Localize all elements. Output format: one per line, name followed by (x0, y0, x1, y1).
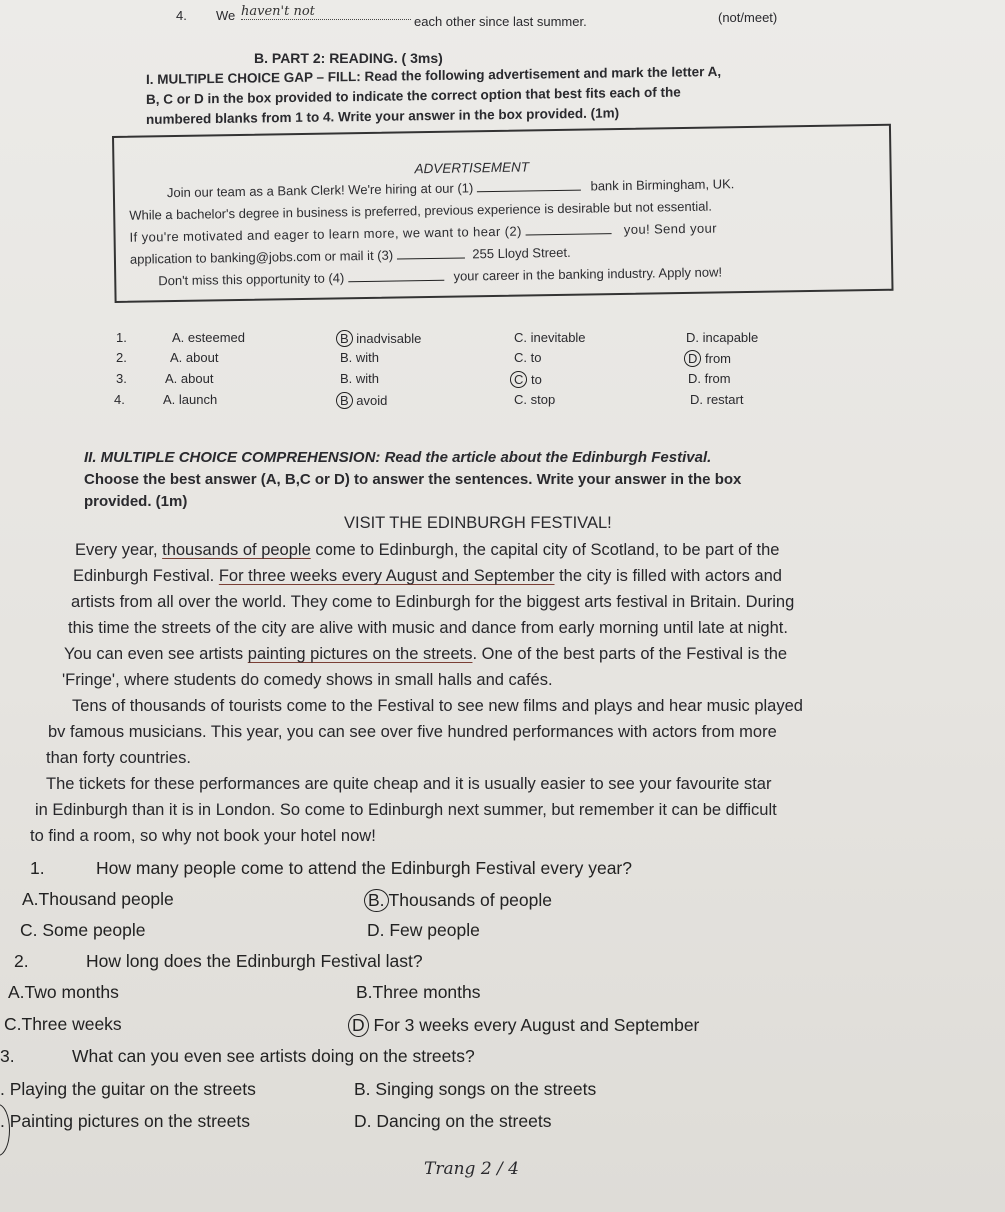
option-b-selected[interactable] (340, 392, 387, 409)
question-1-option-c[interactable]: C. Some people (20, 920, 146, 940)
article-text: Every year, (75, 541, 163, 559)
question-3-number: 3. (0, 1046, 15, 1066)
option-text: inadvisable (356, 331, 422, 346)
option-text: avoid (356, 393, 388, 408)
article-text: come to Edinburgh, the capital city of Scotland, to be part of the (310, 541, 780, 559)
question-1-option-a[interactable]: A.Thousand people (22, 889, 174, 909)
question-3-option-c-selected[interactable]: . Painting pictures on the streets (0, 1111, 250, 1131)
instruction-line: B, C or D in the box provided to indicate the correct option that best fits each of the (146, 84, 681, 107)
option-c[interactable]: C. stop (514, 392, 556, 407)
article-text: You can even see artists (64, 645, 248, 663)
option-row-2 (0, 350, 1005, 368)
blank-4[interactable] (348, 280, 444, 283)
option-row-4 (0, 392, 1005, 410)
option-d[interactable]: D. restart (690, 392, 744, 407)
blank-3[interactable] (397, 257, 465, 259)
answer-circle: B. (364, 889, 389, 912)
ad-text: Don't miss this opportunity to (4) (158, 270, 345, 289)
question-3-option-d[interactable]: D. Dancing on the streets (354, 1111, 552, 1131)
option-text: Thousands of people (388, 890, 553, 910)
article-line (73, 567, 782, 586)
blank-1[interactable] (477, 190, 581, 193)
ad-text: your career in the banking industry. Apply now! (453, 264, 723, 284)
article-line: bv famous musicians. This year, you can see over five hundred performances with actors from more (48, 723, 777, 741)
option-row-3 (0, 371, 1005, 389)
question-2-option-a[interactable]: A.Two months (8, 982, 119, 1002)
ad-line-2: While a bachelor's degree in business is preferred, previous experience is desirable but not essential. (129, 198, 713, 223)
answer-circle: D (684, 350, 701, 367)
article-line: 'Fringe', where students do comedy shows in small halls and cafés. (62, 671, 553, 689)
advertisement-title: ADVERTISEMENT (414, 159, 530, 177)
article-line: in Edinburgh than it is in London. So come to Edinburgh next summer, but remember it can be difficult (35, 801, 777, 819)
instruction-line: II. MULTIPLE CHOICE COMPREHENSION: Read the article about the Edinburgh Festival. (84, 449, 712, 466)
underlined-text: thousands of people (162, 541, 311, 559)
option-a[interactable]: A. about (165, 371, 214, 386)
article-line (64, 645, 787, 664)
question-2-option-d-selected[interactable] (352, 1014, 699, 1037)
option-text: For 3 weeks every August and September (373, 1015, 700, 1035)
article-text: Edinburgh Festival. (73, 567, 219, 585)
ad-text: application to banking@jobs.com or mail it (3) (129, 247, 394, 267)
article-line: Tens of thousands of tourists come to the Festival to see new films and plays and hear music played (72, 697, 803, 715)
article-line: this time the streets of the city are alive with music and dance from early morning until late at night. (68, 619, 788, 637)
instruction-line: I. MULTIPLE CHOICE GAP – FILL: Read the following advertisement and mark the letter A, (146, 63, 722, 87)
ad-line-1 (167, 176, 735, 200)
option-number: 4. (114, 392, 125, 407)
question-2-option-c[interactable]: C.Three weeks (4, 1014, 122, 1034)
question-2-number: 2. (14, 951, 29, 971)
article-line (75, 541, 779, 560)
option-text: to (531, 372, 542, 387)
question-4-handwritten-answer: haven't not (241, 4, 411, 20)
option-a[interactable]: A. about (170, 350, 219, 365)
article-title: VISIT THE EDINBURGH FESTIVAL! (344, 514, 612, 532)
question-4-start: We (216, 8, 236, 23)
instruction-line: numbered blanks from 1 to 4. Write your answer in the box provided. (1m) (146, 105, 620, 127)
question-4-answer-line (241, 2, 411, 20)
page-number: Trang 2 / 4 (424, 1159, 520, 1179)
answer-circle: D (348, 1014, 369, 1037)
option-c[interactable]: C. inevitable (514, 330, 586, 345)
article-text: . One of the best parts of the Festival is the (472, 645, 788, 663)
question-1-option-d[interactable]: D. Few people (367, 920, 480, 940)
option-c[interactable]: C. to (514, 350, 542, 365)
advertisement-box (112, 124, 894, 303)
part-b-title: B. PART 2: READING. ( 3ms) (254, 50, 443, 66)
option-a[interactable]: A. esteemed (172, 330, 245, 345)
underlined-text: painting pictures on the streets (247, 645, 473, 663)
question-4-text: each other since last summer. (414, 14, 587, 29)
question-1-text: How many people come to attend the Edinburgh Festival every year? (96, 858, 632, 878)
option-d-selected[interactable] (688, 350, 731, 367)
underlined-text: For three weeks every August and September (218, 567, 555, 585)
article-text: the city is filled with actors and (554, 567, 782, 585)
question-4-number: 4. (176, 8, 187, 23)
article-line: than forty countries. (46, 749, 191, 767)
question-2-text: How long does the Edinburgh Festival last? (86, 951, 423, 971)
ad-line-3 (129, 221, 717, 245)
ad-text: If you're motivated and eager to learn more, we want to hear (2) (129, 223, 522, 245)
option-b[interactable]: B. with (340, 350, 380, 365)
option-c-selected[interactable] (514, 371, 542, 388)
question-4-hint: (not/meet) (718, 10, 778, 25)
blank-2[interactable] (526, 233, 612, 235)
option-a[interactable]: A. launch (163, 392, 218, 407)
option-b-selected[interactable] (340, 330, 421, 347)
question-3-option-b[interactable]: B. Singing songs on the streets (354, 1079, 597, 1099)
option-row-1 (0, 330, 1005, 348)
question-2-option-b[interactable]: B.Three months (356, 982, 481, 1002)
question-1-option-b-selected[interactable] (368, 889, 552, 912)
ad-text: 255 Lloyd Street. (472, 244, 571, 262)
answer-circle: B (336, 330, 353, 347)
article-line: artists from all over the world. They come to Edinburgh for the biggest arts festival in Britain. During (71, 593, 795, 611)
instruction-line: provided. (1m) (84, 493, 188, 510)
option-text: from (705, 351, 732, 366)
option-d[interactable]: D. incapable (686, 330, 759, 345)
ad-text: Join our team as a Bank Clerk! We're hiring at our (1) (166, 180, 474, 201)
option-number: 3. (116, 371, 127, 386)
ad-line-4 (130, 245, 571, 267)
question-1-number: 1. (30, 858, 45, 878)
question-3-option-a[interactable]: . Playing the guitar on the streets (0, 1079, 256, 1099)
question-3-text: What can you even see artists doing on the streets? (72, 1046, 475, 1066)
option-d[interactable]: D. from (688, 371, 731, 386)
section-2-instructions (84, 447, 741, 513)
answer-circle: B (336, 392, 353, 409)
article-line: The tickets for these performances are quite cheap and it is usually easier to see your favourite star (46, 775, 772, 793)
option-number: 2. (116, 350, 127, 365)
ad-text: bank in Birmingham, UK. (590, 176, 735, 194)
option-number: 1. (116, 330, 127, 345)
answer-circle: C (510, 371, 527, 388)
article-line: to find a room, so why not book your hotel now! (30, 827, 376, 845)
instruction-line: Choose the best answer (A, B,C or D) to answer the sentences. Write your answer in the box (84, 471, 742, 488)
ad-text: you! Send your (623, 220, 717, 237)
option-b[interactable]: B. with (340, 371, 380, 386)
ad-line-5 (158, 264, 722, 288)
section-1-instructions (146, 62, 721, 130)
